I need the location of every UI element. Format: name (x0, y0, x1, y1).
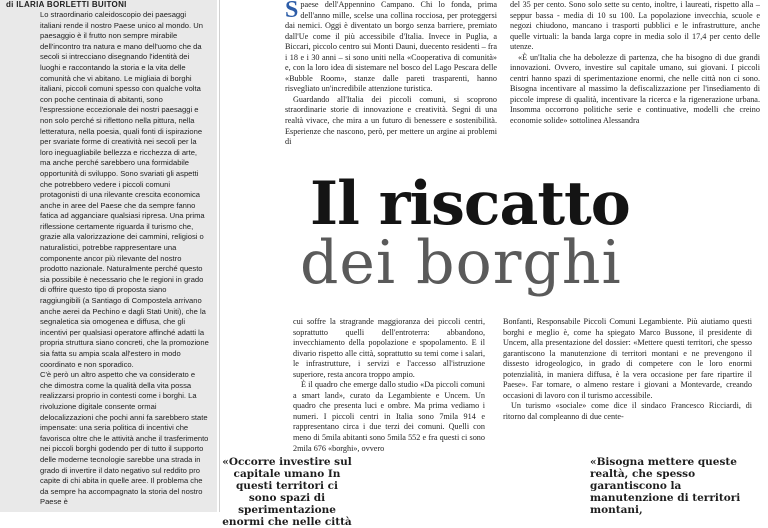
article-paragraph: Un turismo «sociale» come dice il sindaco Francesco Ricciardi, di ritorno dal compleanno di due cente- (503, 401, 752, 421)
article-column-top-right (510, 0, 760, 190)
pull-quote-right: «Bisogna mettere queste realtà, che spesso garantiscono la manutenzione di territori montani, (590, 456, 741, 516)
article-paragraph: È il quadro che emerge dallo studio «Da piccoli comuni a smart land», curato da Legambiente e Uncem. Un quadro che presenta luci e ombre. Ma prima vediamo i numeri. I piccoli centri in Italia sono 7mila 914 e rappresentano circa i due terzi dei comuni. Quelli con meno di 5mila abitanti sono 5mila 552 e fra questi ci sono 2mila 676 «borghi», ovvero (293, 380, 485, 453)
article-column-mid-left (293, 317, 485, 467)
article-column-mid-right (503, 317, 752, 452)
sidebar-byline: di ILARIA BORLETTI BUITONI (6, 0, 127, 9)
headline-sub: dei borghi (300, 228, 622, 298)
article-paragraph: «È un'Italia che ha debolezze di partenza, che ha bisogno di due grandi innovazioni. Ovvero, investire sul capitale umano, sui giovani. I piccoli centri hanno spazi di sperimentazione enormi, che nelle città non ci sono. Bisogna incentivare al massimo la defiscalizzazione per l'insediamento di piccole imprese di qualità, incentivare la ricerca e la rigenerazione urbana. Insomma occorrono politiche serie e continuative, modelli che creino economie solide» sottolinea Alessandra (510, 52, 760, 126)
article-paragraph: cui soffre la stragrande maggioranza dei piccoli centri, soprattutto quelli dell'entroterra: abbandono, invecchiamento della popolazione e spopolamento. E il divario rispetto alle città, soprattutto su temi come i salari, le infrastrutture, i servizi e l'accesso all'istruzione superiore, resta ancora troppo ampio. (293, 317, 485, 379)
article-paragraph: del 35 per cento. Sono solo sette su cento, inoltre, i laureati, rispetto alla – seppur bassa - media di 10 su 100. La popolazione invecchia, scuole e negozi chiudono, mancano i trasporti pubblici e le infrastrutture, anche quelle virtuali: la banda larga copre in media solo il 17,4 per cento delle utenze. (510, 0, 760, 52)
editorial-sidebar (0, 0, 217, 512)
sidebar-paragraph: C'è però un altro aspetto che va considerato e che dimostra come la qualità della vita possa realizzarsi proprio in contesti come i borghi. La rivoluzione digitale consente ormai delocalizzazioni che pochi anni fa sarebbero state impensate: una seria politica di incentivi che favorisca oltre che le attività anche il trasferimento nei piccoli borghi godendo per di tutto il supporto delle moderne tecnologie sarebbe una strada in grado di invertire il dato negativo sul reddito pro capite di chi abita in quelle aree. Il problema che da sempre ha accompagnato la storia del nostro Paese è (40, 370, 209, 507)
article-column-top-left (285, 0, 497, 190)
headline-main: Il riscatto (310, 169, 630, 239)
sidebar-text (0, 10, 217, 508)
drop-cap: S (285, 0, 299, 23)
pull-quote-left: «Occorre investire sul capitale umano In questi territori ci sono spazi di sperimentazione enormi che nelle città (222, 456, 352, 528)
sidebar-paragraph: Lo straordinario caleidoscopio dei paesaggi italiani rende il nostro Paese unico al mondo. Un paesaggio è il frutto non sempre mirabile dell'incontro tra natura e mano dell'uomo che da secoli si intrecciano disegnando l'identità dei luoghi e raccontando la storia e la vita delle comunità che vi abitano. Le migliaia di borghi italiani, piccoli comuni spesso con qualche volta con poche centinaia di abitanti, sono l'espressione eccezionale dei nostri paesaggi e non solo perché si riflettono nella pittura, nella letteratura, nella poesia, quali fonti di ispirazione per svariate forme di creatività nei secoli per la loro ineguagliabile bellezza e ricchezza di arte, ma anche perché sarebbero una formidabile opportunità di sviluppo. Sono svariati gli aspetti che potrebbero vedere i piccoli comuni protagonisti di una rilevante crescita economica anche in aree del Paese che da sempre fanno fatica ad agganciare qualsiasi ripresa. Una prima riflessione certamente riguarda il turismo che, grazie alla valorizzazione dei cammini, religiosi o naturalistici, potrebbe rappresentare una componente ancor più rilevante del nostro prodotto nazionale. Naturalmente perché questo sia possibile è necessario che le regioni in grado di offrire questo tipo di proposta siano raggiungibili (a Santiago di Compostela arrivano anche aerei da Pechino e dagli Stati Uniti), che la segnaletica sia omogenea e diffusa, che gli incentivi per qualsiasi operatore affinché adatti la propria struttura siano concreti, che la promozione sia fatta su ampia scala all'estero in modo coordinato e non sporadico. (40, 10, 209, 369)
article-text: paese dell'Appennino Campano. Chi lo fonda, prima dell'anno mille, scelse una collina rocciosa, per proteggersi dai nemici. Oggi è diventato un borgo senza barriere, premiato dall'Ue come il più accessibile d'Italia. Invece in Puglia, a Biccari, piccolo centro sui Monti Dauni, duecento residenti – fra i 18 e i 30 anni – si sono uniti nella «Cooperativa di comunità» e, con la loro idea di sistemare nel bosco del Lago Pescara delle «Bubble Room», stanze dalle pareti trasparenti, hanno risvegliato un'incredibile attenzione turistica. (285, 0, 497, 94)
column-divider (219, 0, 220, 512)
article-paragraph: Bonfanti, Responsabile Piccoli Comuni Legambiente. Più aiutiamo questi borghi e meglio è, come ha spiegato Marco Bussone, il presidente di Uncem, alla presentazione del dossier: «Mettere questi territori, che spesso garantiscono la manutenzione di territori montani e ne prevengono il dissesto idrogeologico, in grado di competere con le loro enormi potenzialità, in maniera diffusa, è la vera occasione per fare ripartire il Paese». Far tornare, o almeno restare i giovani a Montevarde, creando occasioni di lavoro con il turismo accessibile. (503, 317, 752, 400)
article-paragraph (285, 0, 497, 95)
article-paragraph: Guardando all'Italia dei piccoli comuni, si scoprono straordinarie storie di innovazione e creatività. Segni di una realtà vivace, che mira a un futuro di benessere e sostenibilità. Esperienze che nascono, però, per mettere un argine ai problemi di (285, 94, 497, 147)
